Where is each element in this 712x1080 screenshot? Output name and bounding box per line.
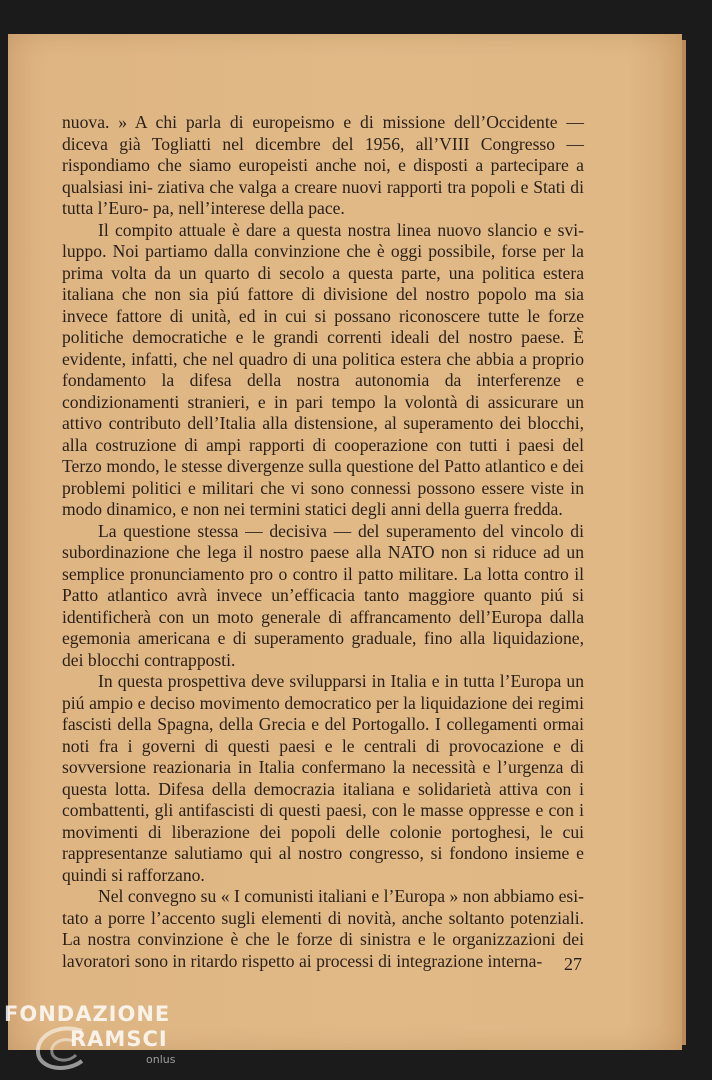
paragraph-2: Il compito attuale è dare a questa nostra linea nuovo slancio e svi- luppo. Noi partiamo dalla convinzione che è oggi possibile, forse per la prima volta da un quarto di secolo a questa parte, una politica estera italiana che non sia piú fattore di divisione del nostro popolo ma sia invece fattore di unità, ed in cui si possano riconoscere tutte le forze politiche democratiche e le grandi correnti ideali del nostro paese. È evidente, infatti, che nel quadro di una politica estera che abbia a proprio fondamento la difesa della nostra autonomia da interferenze e condizionamenti stranieri, e in pari tempo la volontà di assicurare un attivo contributo dell’Italia alla distensione, al superamento dei blocchi, alla costruzione di ampi rapporti di cooperazione con tutti i paesi del Terzo mondo, le stesse divergenze sulla questione del Patto atlantico e dei problemi politici e militari che vi sono connessi possono essere viste in modo dinamico, e non nei termini statici degli anni della guerra fredda. (62, 219, 584, 519)
watermark-line-1: FONDAZIONE (4, 1002, 171, 1026)
body-text (62, 112, 584, 972)
watermark-line-3: onlus (146, 1053, 176, 1066)
page-edge (682, 40, 686, 1045)
paragraph-4: In questa prospettiva deve svilupparsi in Italia e in tutta l’Europa un piú ampio e deciso movimento democratico per la liquidazione dei regimi fascisti della Spagna, della Grecia e del Portogallo. I collegamenti ormai noti fra i governi di questi paesi e le centrali di provocazione e di sovversione reazionaria in Italia confermano la necessità e l’urgenza di questa lotta. Difesa della democrazia italiana e solidarietà attiva con i combattenti, gli antifascisti di questi paesi, con le masse oppresse e con i movimenti di liberazione dei popoli delle colonie portoghesi, le cui rappresentanze salutiamo qui al nostro congresso, si fondono insieme e quindi si rafforzano. (62, 671, 584, 885)
page-number: 27 (564, 954, 582, 974)
paragraph-1: nuova. » A chi parla di europeismo e di missione dell’Occidente — diceva già Togliatti nel dicembre del 1956, all’VIII Congresso — rispondiamo che siamo europeisti anche noi, e disposti a partecipare a qualsiasi ini- ziativa che valga a creare nuovi rapporti tra popoli e Stati di tutta l’Euro- pa, nell’interese della pace. (62, 112, 584, 218)
watermark-line-2: RAMSCI (70, 1027, 168, 1051)
paragraph-5: Nel convegno su « I comunisti italiani e l’Europa » non abbiamo esi- tato a porre l’accento sugli elementi di novità, anche soltanto potenziali. La nostra convinzione è che le forze di sinistra e le organizzazioni dei lavoratori sono in ritardo rispetto ai processi di integrazione interna- (62, 886, 584, 971)
paragraph-3: La questione stessa — decisiva — del superamento del vincolo di subordinazione che lega il nostro paese alla NATO non si riduce ad un semplice pronunciamento pro o contro il patto militare. La lotta contro il Patto atlantico avrà invece un’efficacia tanto maggiore quanto piú si identificherà con un moto generale di affrancamento dell’Europa dalla egemonia americana e di superamento graduale, fino alla liquidazione, dei blocchi contrapposti. (62, 520, 584, 670)
